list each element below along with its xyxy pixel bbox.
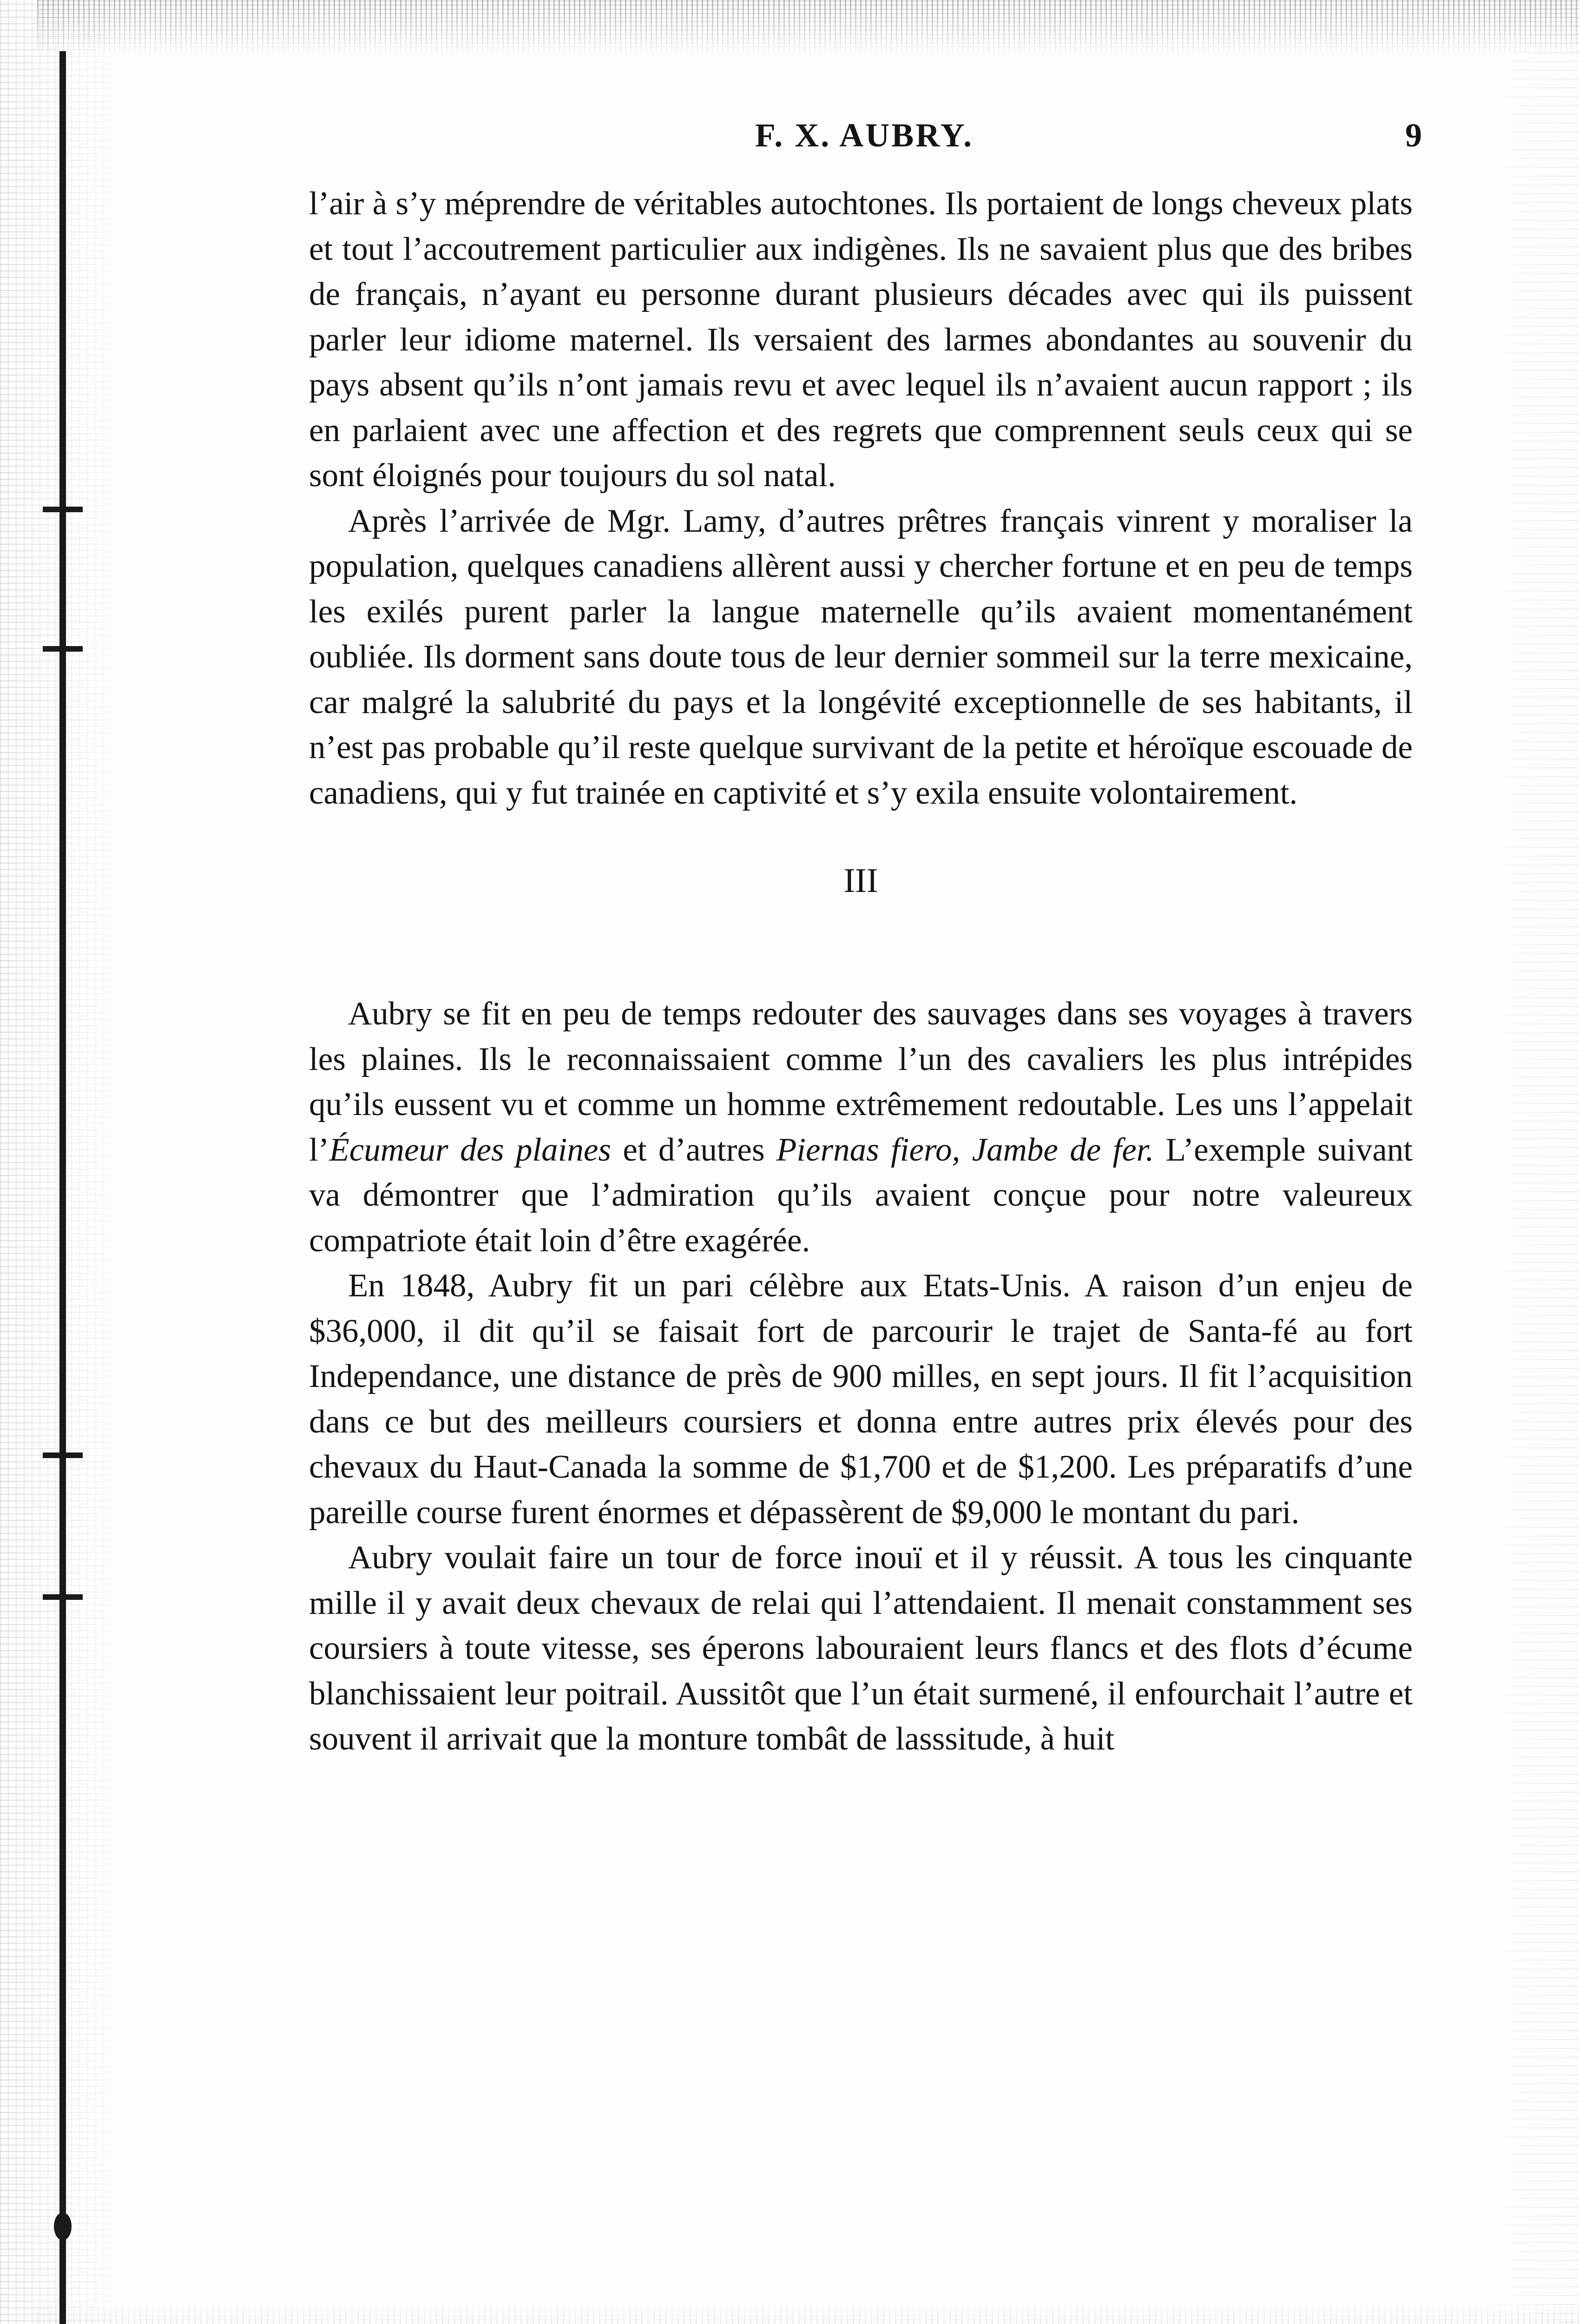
paragraph-1: l’air à s’y méprendre de véritables autochtones. Ils portaient de longs cheveux plats et tout l’accoutrement particulier aux indigènes. Ils ne savaient plus que des bribes de français, n’ayant eu personne durant plusieurs décades avec qui ils puissent parler leur idiome maternel. Ils versaient des larmes abondantes au souvenir du pays absent qu’ils n’ont jamais revu et avec lequel ils n’avaient aucun rapport ; ils en parlaient avec une affection et des regrets que comprennent seuls ceux qui se sont éloignés pour toujours du sol natal.	[309, 185, 1413, 494]
paragraph-3-italic-2: Piernas fiero, Jambe de fer.	[776, 1131, 1154, 1168]
binding-knob	[54, 2212, 72, 2240]
paragraph-3-text-b: et d’autres	[611, 1131, 776, 1168]
scan-noise-right	[1486, 0, 1579, 2324]
page-number: 9	[1405, 117, 1422, 154]
binding-tick	[43, 1452, 83, 1458]
binding-tick	[43, 646, 83, 652]
paragraph-3	[309, 991, 1413, 1263]
paragraph-4: En 1848, Aubry fit un pari célèbre aux Etats-Unis. A raison d’un enjeu de $36,000, il dit qu’il se faisait fort de parcourir le trajet de Santa-fé au fort Independance, une distance de près de 900 milles, en sept jours. Il fit l’acquisition dans ce but des meilleurs coursiers et donna entre autres prix élevés pour des chevaux du Haut-Canada la somme de $1,700 et de $1,200. Les préparatifs d’une pareille course furent énormes et dépassèrent de $9,000 le montant du pari.	[309, 1268, 1413, 1531]
binding-edge	[59, 51, 66, 2324]
section-number: III	[843, 862, 878, 900]
body-text	[309, 181, 1413, 1762]
paragraph-5: Aubry voulait faire un tour de force inouï et il y réussit. A tous les cinquante mille il y avait deux chevaux de relai qui l’attendaient. Il menait constamment ses coursiers à toute vitesse, ses éperons labouraient leurs flancs et des flots d’écume blanchissaient leur poitrail. Aussitôt que l’un était surmené, il enfourchait l’autre et souvent il arrivait que la monture tombât de lasssitude, à huit	[309, 1539, 1413, 1757]
page-header	[307, 107, 1422, 158]
scan-noise-bottom	[37, 2302, 1579, 2324]
paragraph-3-text-a: Aubry se fit en peu de temps redouter des sauvages dans ses voyages à travers les plaines. Ils le reconnaissaient comme l’un des cavaliers les plus intrépides qu’ils eussent vu et comme un homme extrêmement redoutable. Les uns l’appelait l’	[309, 996, 1413, 1168]
scan-noise-top	[37, 0, 1579, 56]
binding-tick	[43, 1594, 83, 1600]
paragraph-2: Après l’arrivée de Mgr. Lamy, d’autres prêtres français vinrent y moraliser la population, quelques canadiens allèrent aussi y chercher fortune et en peu de temps les exilés purent parler la langue maternelle qu’ils avaient momentanément oubliée. Ils dorment sans doute tous de leur dernier sommeil sur la terre mexicaine, car malgré la salubrité du pays et la longévité exceptionnelle de ses habitants, il n’est pas probable qu’il reste quelque survivant de la petite et héroïque escouade de canadiens, qui y fut trainée en captivité et s’y exila ensuite volontairement.	[309, 502, 1413, 811]
binding-tick	[43, 507, 83, 512]
paragraph-3-text-c: L’exemple suivant va démontrer que l’admiration qu’ils avaient conçue pour notre valeureux compatriote était loin d’être exagérée.	[309, 1131, 1413, 1259]
running-title: F. X. AUBRY.	[755, 117, 974, 154]
paragraph-3-italic-1: Écumeur des plaines	[329, 1131, 612, 1168]
